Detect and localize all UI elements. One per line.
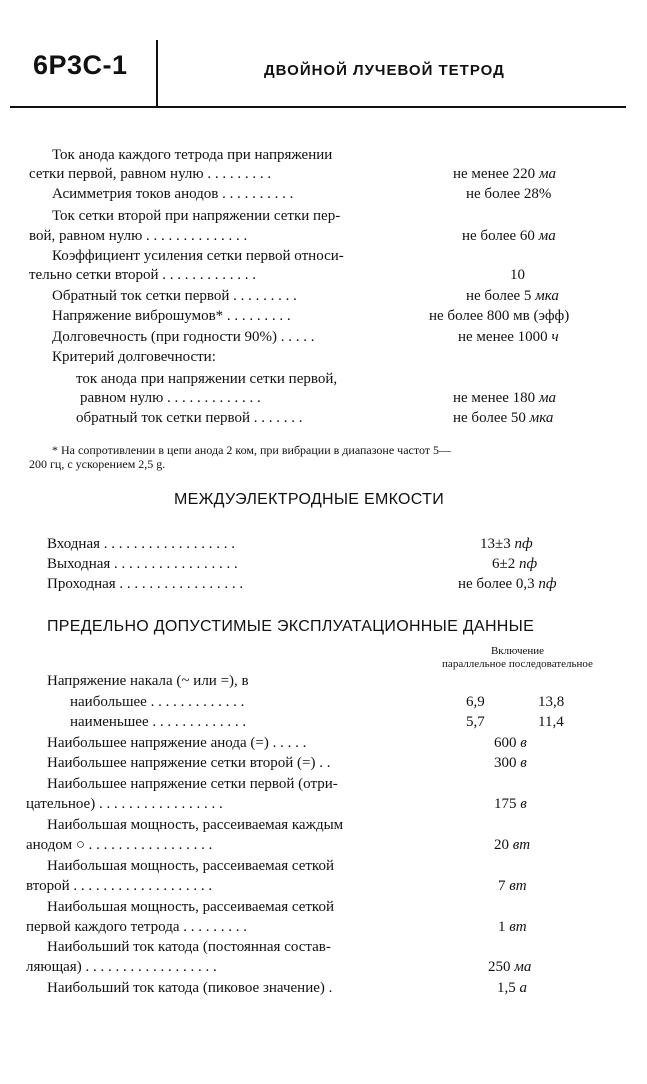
param-value: не более 5 мка	[466, 288, 559, 304]
param-label: ток анода при напряжении сетки первой,	[76, 371, 338, 387]
limit-label: Наибольшее напряжение сетки второй (=) . .	[47, 755, 331, 771]
footnote-line: 200 гц, с ускорением 2,5 g.	[29, 457, 166, 471]
limit-label: Наибольший ток катода (пиковое значение) .	[47, 980, 333, 996]
heater-series-value: 13,8	[538, 694, 565, 710]
limit-label: анодом ○ . . . . . . . . . . . . . . . . .	[26, 837, 213, 853]
param-value: не более 50 мка	[453, 410, 554, 426]
param-label: Критерий долговечности:	[52, 349, 216, 365]
heater-parallel-value: 6,9	[466, 694, 485, 710]
limit-label: ляющая) . . . . . . . . . . . . . . . . . .	[26, 959, 217, 975]
param-value: не более 60 ма	[462, 228, 556, 244]
limit-value: 1 вт	[498, 919, 527, 935]
heater-row-label: наименьшее . . . . . . . . . . . . .	[70, 714, 247, 730]
limit-value: 1,5 а	[497, 980, 527, 996]
capacitance-value: не более 0,3 пф	[458, 576, 557, 592]
capacitance-value: 13±3 пф	[480, 536, 533, 552]
capacitance-title: МЕЖДУЭЛЕКТРОДНЫЕ ЕМКОСТИ	[174, 491, 445, 508]
limit-label: Наибольшая мощность, рассеиваемая сеткой	[47, 858, 334, 874]
limit-label: Наибольший ток катода (постоянная состав-	[47, 939, 331, 955]
heater-parallel-value: 5,7	[466, 714, 485, 730]
limit-value: 7 вт	[498, 878, 527, 894]
param-value: не более 28%	[466, 186, 552, 202]
capacitance-value: 6±2 пф	[492, 556, 538, 572]
param-label: Ток анода каждого тетрода при напряжении	[52, 147, 333, 163]
limit-value: 600 в	[494, 735, 527, 751]
header-divider	[156, 40, 158, 106]
tube-code: 6Р3С-1	[33, 50, 128, 80]
column-header: Включение параллельное последовательное	[442, 645, 593, 670]
param-label: обратный ток сетки первой . . . . . . .	[76, 410, 303, 426]
limit-value: 20 вт	[494, 837, 531, 853]
param-value: не менее 180 ма	[453, 390, 557, 406]
limit-label: Наибольшая мощность, рассеиваемая каждым	[47, 817, 344, 833]
limit-label: второй . . . . . . . . . . . . . . . . . . .	[26, 878, 213, 894]
limit-value: 250 ма	[488, 959, 532, 975]
limit-label: цательное) . . . . . . . . . . . . . . . . .	[26, 796, 223, 812]
param-value: не менее 1000 ч	[458, 329, 559, 345]
heater-series-value: 11,4	[538, 714, 564, 730]
param-label: вой, равном нулю . . . . . . . . . . . . . .	[29, 228, 248, 244]
param-label: тельно сетки второй . . . . . . . . . . . . .	[29, 267, 257, 283]
limits-title: ПРЕДЕЛЬНО ДОПУСТИМЫЕ ЭКСПЛУАТАЦИОННЫЕ ДАННЫЕ	[47, 618, 535, 635]
limit-value: 300 в	[494, 755, 527, 771]
header-rule	[10, 106, 626, 108]
param-label: Долговечность (при годности 90%) . . . . .	[52, 329, 315, 345]
param-label: равном нулю . . . . . . . . . . . . .	[80, 390, 261, 406]
param-label: Коэффициент усиления сетки первой относи-	[52, 248, 344, 264]
limit-label: Наибольшая мощность, рассеиваемая сеткой	[47, 899, 334, 915]
param-label: Обратный ток сетки первой . . . . . . . . .	[52, 288, 297, 304]
param-value: 10	[510, 267, 525, 283]
capacitance-label: Проходная . . . . . . . . . . . . . . . . .	[47, 576, 244, 592]
heater-row-label: наибольшее . . . . . . . . . . . . .	[70, 694, 245, 710]
limit-label: первой каждого тетрода . . . . . . . . .	[26, 919, 247, 935]
param-label: Ток сетки второй при напряжении сетки пер-	[52, 208, 341, 224]
param-label: Напряжение виброшумов* . . . . . . . . .	[52, 308, 291, 324]
capacitance-label: Входная . . . . . . . . . . . . . . . . . .	[47, 536, 236, 552]
param-value: не более 800 мв (эфф)	[429, 308, 570, 324]
limit-label: Наибольшее напряжение анода (=) . . . . .	[47, 735, 307, 751]
param-label: Асимметрия токов анодов . . . . . . . . . .	[52, 186, 294, 202]
param-value: не менее 220 ма	[453, 166, 557, 182]
limit-value: 175 в	[494, 796, 527, 812]
heater-label: Напряжение накала (~ или =), в	[47, 673, 249, 689]
page-title: ДВОЙНОЙ ЛУЧЕВОЙ ТЕТРОД	[264, 62, 505, 79]
capacitance-label: Выходная . . . . . . . . . . . . . . . . .	[47, 556, 238, 572]
footnote-line: * На сопротивлении в цепи анода 2 ком, при вибрации в диапазоне частот 5—	[52, 443, 452, 457]
limit-label: Наибольшее напряжение сетки первой (отри-	[47, 776, 338, 792]
param-label: сетки первой, равном нулю . . . . . . . . .	[29, 166, 272, 182]
